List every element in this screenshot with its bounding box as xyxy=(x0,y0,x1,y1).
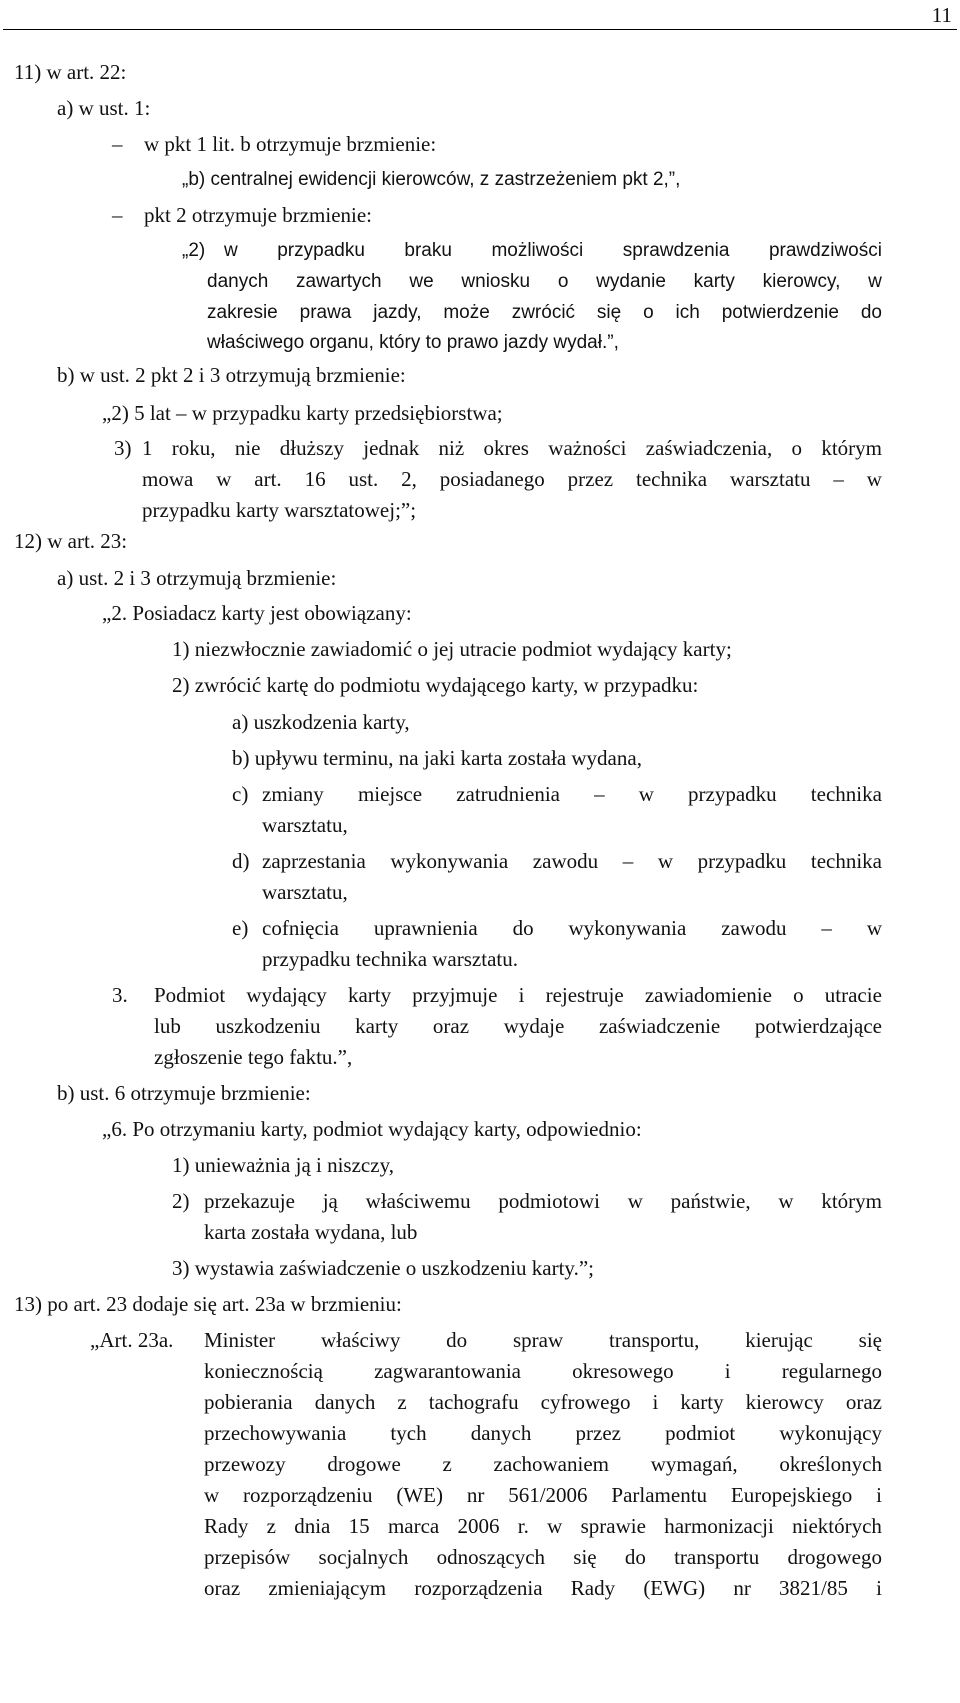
word: w xyxy=(866,916,882,940)
word: o xyxy=(793,983,804,1007)
word: ich xyxy=(675,302,700,323)
word: kierując xyxy=(745,1328,813,1352)
ust-6-point-2-line xyxy=(204,1186,882,1217)
word: zaświadczenie xyxy=(598,1014,721,1038)
point-11-heading: 11) w art. 22: xyxy=(14,60,127,84)
word: wniosku xyxy=(461,271,531,292)
word: posiadanego xyxy=(439,467,545,491)
word: odnoszących xyxy=(436,1545,546,1569)
letter-e-line xyxy=(262,913,882,944)
word: nie xyxy=(234,436,261,460)
word: z xyxy=(442,1452,452,1476)
word: do xyxy=(512,916,534,940)
quoted-point-3-marker: 3) xyxy=(114,436,132,460)
word: przez xyxy=(575,1421,622,1445)
ust-3-line xyxy=(154,1011,882,1042)
word: danych xyxy=(470,1421,532,1445)
ust-2-point-2: 2) zwrócić kartę do podmiotu wydającego karty, w przypadku: xyxy=(172,673,699,697)
word: – xyxy=(821,916,832,940)
letter-d-last-line: warsztatu, xyxy=(262,880,348,904)
word: którym xyxy=(821,436,882,460)
word: transportu, xyxy=(608,1328,700,1352)
point-12a-heading: a) ust. 2 i 3 otrzymują brzmienie: xyxy=(57,566,337,590)
word: harmonizacji xyxy=(664,1514,774,1538)
word: niektórych xyxy=(792,1514,882,1538)
word: technika xyxy=(810,849,882,873)
art-23a-line xyxy=(204,1511,882,1542)
point-11b-heading: b) w ust. 2 pkt 2 i 3 otrzymują brzmienie: xyxy=(57,363,406,387)
word: podmiot xyxy=(665,1421,736,1445)
word: we xyxy=(409,271,434,292)
quoted-point-3-last-line: przypadku karty warsztatowej;”; xyxy=(142,498,417,522)
word: marca xyxy=(387,1514,440,1538)
word: z xyxy=(266,1514,276,1538)
word: dłuższy xyxy=(279,436,344,460)
word: o xyxy=(791,436,803,460)
letter-b: b) upływu terminu, na jaki karta została wydana, xyxy=(232,746,642,770)
word: danych xyxy=(207,271,269,292)
word: państwie, xyxy=(670,1189,751,1213)
word: zagwarantowania xyxy=(374,1359,521,1383)
word: w xyxy=(657,849,673,873)
quoted-text-b: „b) centralnej ewidencji kierowców, z zastrzeżeniem pkt 2,”, xyxy=(182,169,681,190)
word: 1 xyxy=(142,436,153,460)
word: ust. xyxy=(348,467,379,491)
word: okres xyxy=(483,436,529,460)
quoted-point-2-line xyxy=(207,297,882,328)
word: drogowego xyxy=(787,1545,882,1569)
word: rozporządzenia xyxy=(414,1576,543,1600)
word: 561/2006 xyxy=(508,1483,588,1507)
art-23a-line xyxy=(204,1449,882,1480)
letter-c-marker: c) xyxy=(232,782,249,806)
letter-c-last-line: warsztatu, xyxy=(262,813,348,837)
art-23a-line xyxy=(204,1542,882,1573)
word: Rady xyxy=(570,1576,616,1600)
ust-6-point-2-last-line: karta została wydana, lub xyxy=(204,1220,418,1244)
word: uszkodzeniu xyxy=(215,1014,321,1038)
word: Europejskiego xyxy=(730,1483,853,1507)
word: zaprzestania xyxy=(262,849,366,873)
word: i xyxy=(876,1483,882,1507)
word: wydaje xyxy=(503,1014,565,1038)
word: możliwości xyxy=(491,240,584,261)
word: 2006 xyxy=(457,1514,500,1538)
word: i xyxy=(518,983,525,1007)
word: transportu xyxy=(674,1545,760,1569)
word: potwierdzenie xyxy=(721,302,839,323)
word: w xyxy=(778,1189,794,1213)
word: wykonujący xyxy=(779,1421,882,1445)
word: karty xyxy=(693,271,735,292)
art-23a-line xyxy=(204,1325,882,1356)
letter-e-marker: e) xyxy=(232,916,249,940)
word: się xyxy=(596,302,622,323)
art-23a-line xyxy=(204,1387,882,1418)
word: 3821/85 xyxy=(779,1576,848,1600)
word: cofnięcia xyxy=(262,916,339,940)
word: przewozy xyxy=(204,1452,286,1476)
word: i xyxy=(876,1576,882,1600)
word: braku xyxy=(404,240,452,261)
quoted-point-2-line xyxy=(207,266,882,297)
word: się xyxy=(573,1545,597,1569)
ust-3-last-line: zgłoszenie tego faktu.”, xyxy=(154,1045,353,1069)
word: do xyxy=(624,1545,646,1569)
word: lub xyxy=(154,1014,181,1038)
letter-d-marker: d) xyxy=(232,849,250,873)
dash-marker: – xyxy=(112,203,123,227)
word: spraw xyxy=(512,1328,564,1352)
word: zawiadomienie xyxy=(644,983,772,1007)
word: – xyxy=(622,849,634,873)
word: w xyxy=(868,271,882,292)
word: oraz xyxy=(204,1576,241,1600)
ust-3-line xyxy=(154,980,882,1011)
word: 16 xyxy=(304,467,326,491)
word: technika xyxy=(810,782,882,806)
word: – xyxy=(594,782,605,806)
word: prawa xyxy=(299,302,352,323)
word: Minister xyxy=(204,1328,276,1352)
word: jazdy, xyxy=(373,302,422,323)
quoted-point-3-line xyxy=(142,433,882,464)
word: karty xyxy=(680,1390,724,1414)
word: prawdziwości xyxy=(768,240,882,261)
word: Podmiot xyxy=(154,983,226,1007)
word: sprawie xyxy=(580,1514,646,1538)
dash-marker: – xyxy=(112,132,123,156)
word: jednak xyxy=(363,436,420,460)
word: może xyxy=(443,302,490,323)
word: przekazuje xyxy=(204,1189,295,1213)
word: zmiany xyxy=(262,782,324,806)
word: uprawnienia xyxy=(373,916,478,940)
art-23a-line xyxy=(204,1418,882,1449)
word: pobierania xyxy=(204,1390,293,1414)
word: określonych xyxy=(779,1452,882,1476)
word: kierowcy xyxy=(745,1390,824,1414)
quoted-point-3-line xyxy=(142,464,882,495)
word: utracie xyxy=(824,983,882,1007)
word: (WE) xyxy=(396,1483,443,1507)
ust-3-marker: 3. xyxy=(112,983,128,1007)
word: dnia xyxy=(294,1514,331,1538)
word: cyfrowego xyxy=(540,1390,631,1414)
header-rule xyxy=(3,29,957,30)
word: tachografu xyxy=(428,1390,519,1414)
point-11a-indent-2: pkt 2 otrzymuje brzmienie: xyxy=(144,203,373,227)
word: zatrudnienia xyxy=(456,782,560,806)
word: nr xyxy=(733,1576,751,1600)
word: właściwemu xyxy=(365,1189,471,1213)
word: i xyxy=(724,1359,731,1383)
word: zawodu xyxy=(721,916,787,940)
word: mowa xyxy=(142,467,194,491)
word: podmiotowi xyxy=(498,1189,600,1213)
page-number: 11 xyxy=(931,3,952,27)
letter-e-last-line: przypadku technika warsztatu. xyxy=(262,947,518,971)
word: w xyxy=(547,1514,563,1538)
word: danych xyxy=(314,1390,376,1414)
letter-d-line xyxy=(262,846,882,877)
point-11a-heading: a) w ust. 1: xyxy=(57,96,151,120)
quoted-point-2-line xyxy=(224,235,882,266)
word: właściwy xyxy=(321,1328,401,1352)
word: r. xyxy=(517,1514,529,1538)
word: rozporządzeniu xyxy=(243,1483,373,1507)
art-23a-line xyxy=(204,1356,882,1387)
word: wydający xyxy=(246,983,327,1007)
letter-c-line xyxy=(262,779,882,810)
word: wykonywania xyxy=(390,849,509,873)
word: (EWG) xyxy=(643,1576,706,1600)
word: wymagań, xyxy=(650,1452,738,1476)
word: z xyxy=(397,1390,407,1414)
word: przypadku xyxy=(697,849,787,873)
word: tych xyxy=(390,1421,427,1445)
word: miejsce xyxy=(357,782,423,806)
word: roku, xyxy=(171,436,216,460)
ust-6-point-1: 1) unieważnia ją i niszczy, xyxy=(172,1153,394,1177)
word: do xyxy=(860,302,882,323)
word: koniecznością xyxy=(204,1359,323,1383)
word: 15 xyxy=(348,1514,370,1538)
quoted-point-2-marker: „2) xyxy=(182,240,206,261)
word: kierowcy, xyxy=(762,271,841,292)
art-23a-line xyxy=(204,1573,882,1604)
point-11a-indent-1: w pkt 1 lit. b otrzymuje brzmienie: xyxy=(144,132,437,156)
word: zaświadczenia, xyxy=(645,436,773,460)
word: sprawdzenia xyxy=(622,240,730,261)
word: zachowaniem xyxy=(493,1452,609,1476)
word: zawodu xyxy=(532,849,599,873)
word: nr xyxy=(466,1483,485,1507)
ust-6-point-2-marker: 2) xyxy=(172,1189,190,1213)
word: którym xyxy=(821,1189,882,1213)
word: o xyxy=(643,302,654,323)
word: i xyxy=(652,1390,659,1414)
word: regularnego xyxy=(781,1359,882,1383)
word: rejestruje xyxy=(545,983,624,1007)
art-23a-line xyxy=(204,1480,882,1511)
word: zakresie xyxy=(207,302,278,323)
word: w xyxy=(638,782,654,806)
letter-a: a) uszkodzenia karty, xyxy=(232,710,410,734)
word: oraz xyxy=(845,1390,882,1414)
word: drogowe xyxy=(327,1452,401,1476)
word: przepisów xyxy=(204,1545,291,1569)
word: karty xyxy=(347,983,392,1007)
word: w xyxy=(216,467,232,491)
word: warsztatu xyxy=(730,467,811,491)
word: okresowego xyxy=(572,1359,674,1383)
word: ją xyxy=(322,1189,338,1213)
word: art. xyxy=(254,467,282,491)
word: o xyxy=(557,271,569,292)
quoted-point-2-5-lat: „2) 5 lat – w przypadku karty przedsiębiorstwa; xyxy=(102,401,503,425)
word: w xyxy=(204,1483,220,1507)
word: w xyxy=(866,467,882,491)
word: oraz xyxy=(432,1014,470,1038)
art-23a-marker: „Art. 23a. xyxy=(90,1328,174,1352)
word: potwierdzające xyxy=(754,1014,882,1038)
word: – xyxy=(833,467,844,491)
word: przypadku xyxy=(688,782,777,806)
word: przez xyxy=(567,467,614,491)
word: wydanie xyxy=(596,271,666,292)
word: przypadku xyxy=(277,240,365,261)
word: zmieniającym xyxy=(268,1576,387,1600)
ust-6-point-3: 3) wystawia zaświadczenie o uszkodzeniu karty.”; xyxy=(172,1256,594,1280)
quoted-ust-6: „6. Po otrzymaniu karty, podmiot wydający karty, odpowiednio: xyxy=(102,1117,642,1141)
point-12b-heading: b) ust. 6 otrzymuje brzmienie: xyxy=(57,1081,311,1105)
word: przyjmuje xyxy=(412,983,498,1007)
word: się xyxy=(858,1328,882,1352)
ust-2-point-1: 1) niezwłocznie zawiadomić o jej utracie podmiot wydający karty; xyxy=(172,637,732,661)
word: technika xyxy=(636,467,708,491)
word: socjalnych xyxy=(318,1545,409,1569)
word: w xyxy=(224,240,238,261)
word: wykonywania xyxy=(568,916,687,940)
word: przechowywania xyxy=(204,1421,347,1445)
word: zawartych xyxy=(296,271,382,292)
quoted-ust-2: „2. Posiadacz karty jest obowiązany: xyxy=(102,601,412,625)
quoted-point-2-last-line: właściwego organu, który to prawo jazdy wydał.”, xyxy=(207,332,619,353)
word: karty xyxy=(355,1014,399,1038)
point-12-heading: 12) w art. 23: xyxy=(14,529,128,553)
word: zwrócić xyxy=(511,302,576,323)
point-13-heading: 13) po art. 23 dodaje się art. 23a w brzmieniu: xyxy=(14,1292,402,1316)
word: do xyxy=(446,1328,468,1352)
word: niż xyxy=(438,436,465,460)
word: Parlamentu xyxy=(611,1483,708,1507)
word: ważności xyxy=(548,436,627,460)
word: Rady xyxy=(204,1514,249,1538)
word: 2, xyxy=(401,467,417,491)
word: w xyxy=(627,1189,643,1213)
